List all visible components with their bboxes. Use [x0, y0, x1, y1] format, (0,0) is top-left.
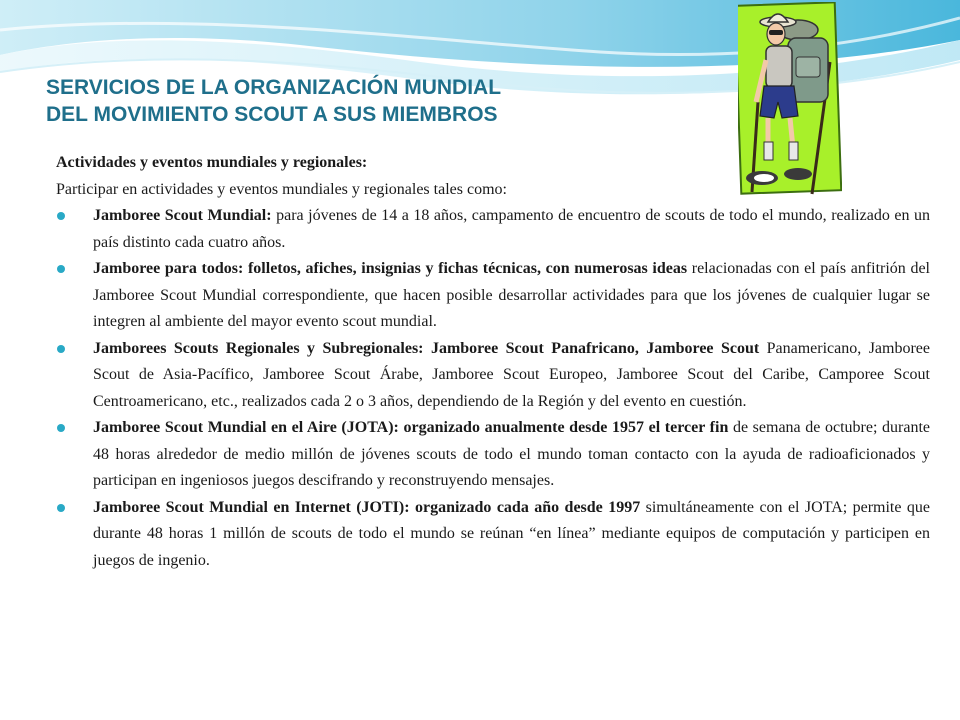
list-item: [56, 495, 930, 575]
item-text: de semana de octubre; durante 48 horas alrededor de medio millón de jóvenes scouts de todo el mundo toman contacto con la ayuda de radioaficionados y participan en ingeniosos juegos descifrando y reconstruyendo mensajes.: [93, 419, 930, 489]
item-text: para jóvenes de 14 a 18 años, campamento de encuentro de scouts de todo el mundo, realizado en un país distinto cada cuatro años.: [93, 207, 930, 251]
item-text: simultáneamente con el JOTA; permite que durante 48 horas 1 millón de scouts de todo el mundo se reúnan “en línea” mediante equipos de computación y participen en juegos de ingenio.: [93, 498, 930, 569]
item-bold-text: Jamborees Scouts Regionales y Subregionales: Jamboree Scout Panafricano, Jamboree Scout: [93, 339, 760, 357]
bullet-icon: [57, 212, 65, 220]
item-bold-text: Jamboree Scout Mundial en el Aire (JOTA): organizado anualmente desde 1957 el tercer fin: [93, 419, 729, 436]
bullet-icon: [57, 345, 65, 353]
item-text: relacionadas con el país anfitrión del Jamboree Scout Mundial correspondiente, que hacen posible desarrollar actividades para que los jóvenes de cualquier lugar se integren al ambiente del mayor evento scout mundial.: [93, 260, 931, 330]
page-title-line-1: SERVICIOS DE LA ORGANIZACIÓN MUNDIAL: [46, 76, 502, 99]
list-item: [56, 203, 930, 256]
item-bold-text: Jamboree Scout Mundial en Internet (JOTI): organizado cada año desde 1997: [93, 498, 641, 516]
list-item: [56, 256, 930, 336]
events-list: [56, 203, 930, 574]
list-item: [56, 415, 930, 495]
bullet-icon: [57, 424, 65, 432]
page-title-line-2: DEL MOVIMIENTO SCOUT A SUS MIEMBROS: [46, 103, 498, 126]
bullet-icon: [57, 504, 65, 512]
item-bold-text: Jamboree para todos: folletos, afiches, insignias y fichas técnicas, con numerosas ideas: [93, 260, 688, 277]
page-title: [46, 74, 686, 128]
section-heading: Actividades y eventos mundiales y regionales:: [56, 154, 368, 171]
item-text: Panamericano, Jamboree Scout de Asia-Pacífico, Jamboree Scout Árabe, Jamboree Scout Europeo, Jamboree Scout del Caribe, Camporee Scout Centroamericano, etc., realizados cada 2 o 3 años, dependiendo de la Región y del evento en cuestión.: [93, 339, 930, 410]
list-item: [56, 336, 930, 416]
content-body: [56, 150, 930, 574]
item-bold-text: Jamboree Scout Mundial:: [93, 207, 272, 224]
bullet-icon: [57, 265, 65, 273]
section-intro: Participar en actividades y eventos mundiales y regionales tales como:: [56, 180, 507, 198]
